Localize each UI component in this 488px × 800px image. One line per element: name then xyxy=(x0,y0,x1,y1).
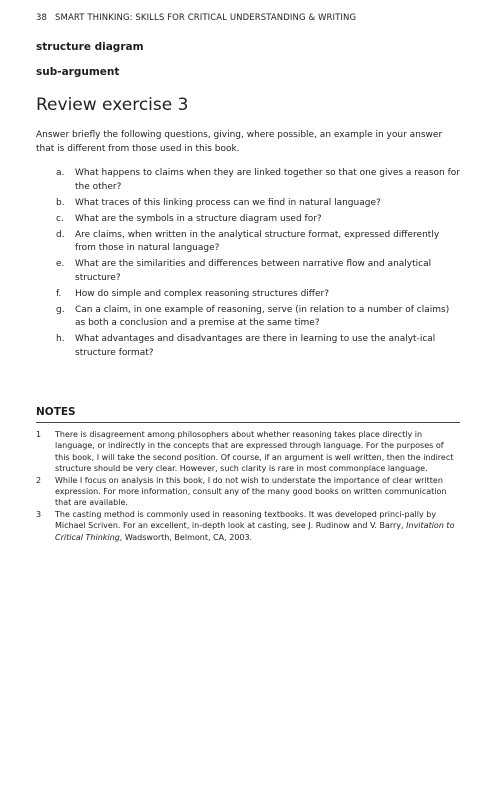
running-head xyxy=(36,13,460,23)
exercise-title: Review exercise 3 xyxy=(36,95,189,115)
question-list xyxy=(56,167,460,363)
note-text: The casting method is commonly used in reasoning textbooks. It was developed princi-pally by Michael Scriven. For an excellent, in-depth look at casting, see J. Rudinow and V. Barry, xyxy=(55,510,437,531)
question-item xyxy=(56,333,460,360)
question-letter: h. xyxy=(56,334,65,344)
question-text: How do simple and complex reasoning structures differ? xyxy=(75,288,329,299)
question-letter: b. xyxy=(56,197,65,208)
key-term-structure-diagram: structure diagram xyxy=(36,41,144,53)
note-item xyxy=(36,429,460,474)
question-letter: f. xyxy=(56,288,62,299)
question-letter: c. xyxy=(56,213,64,224)
question-letter: a. xyxy=(56,168,65,178)
question-item xyxy=(56,167,460,194)
notes-divider xyxy=(36,422,460,423)
key-term-sub-argument: sub-argument xyxy=(36,66,120,78)
book-title-citation: Invitation to Critical Thinking xyxy=(55,521,455,542)
question-text: Can a claim, in one example of reasoning, serve (in relation to a number of claims) as both a conclusion and a premise at the same time? xyxy=(75,304,450,328)
note-number: 3 xyxy=(36,510,42,520)
notes-heading: NOTES xyxy=(36,406,76,418)
notes-list xyxy=(36,429,460,543)
note-item xyxy=(36,509,460,543)
question-letter: d. xyxy=(56,229,65,240)
note-number: 1 xyxy=(36,430,42,439)
question-text: What advantages and disadvantages are there in learning to use the analyt-ical structure format? xyxy=(75,334,436,358)
question-text: What are the similarities and differences between narrative flow and analytical structure? xyxy=(75,259,432,283)
question-item xyxy=(56,258,460,285)
question-item xyxy=(56,197,460,211)
question-text: What traces of this linking process can we find in natural language? xyxy=(75,197,381,208)
question-item xyxy=(56,288,460,302)
question-text: What happens to claims when they are linked together so that one gives a reason for the other? xyxy=(75,168,460,192)
note-item xyxy=(36,475,460,509)
note-text: While I focus on analysis in this book, I do not wish to understate the importance of clear written expression. For more information, consult any of the many good books on written communication that are available. xyxy=(55,475,447,508)
note-number: 2 xyxy=(36,475,42,485)
exercise-intro: Answer briefly the following questions, giving, where possible, an example in your answer that is different from those used in this book. xyxy=(36,130,443,154)
question-text: What are the symbols in a structure diagram used for? xyxy=(75,213,322,224)
question-item xyxy=(56,304,460,331)
page-number: 38 xyxy=(36,13,48,23)
note-text: There is disagreement among philosophers about whether reasoning takes place directly in language, or indirectly in the concepts that are expressed through language. For the purposes of this book, I will take the second position. Of course, if an argument is well written, then the indirect structure should be very clear. However, such clarity is rare in most commonplace language. xyxy=(55,430,454,473)
note-text-tail: , Wadsworth, Belmont, CA, 2003. xyxy=(119,532,253,542)
running-head-title: SMART THINKING: SKILLS FOR CRITICAL UNDERSTANDING & WRITING xyxy=(55,13,357,23)
question-letter: e. xyxy=(56,259,65,269)
question-item xyxy=(56,229,460,256)
question-text: Are claims, when written in the analytical structure format, expressed differently from those in natural language? xyxy=(75,229,440,253)
question-item xyxy=(56,213,460,227)
question-letter: g. xyxy=(56,304,65,315)
